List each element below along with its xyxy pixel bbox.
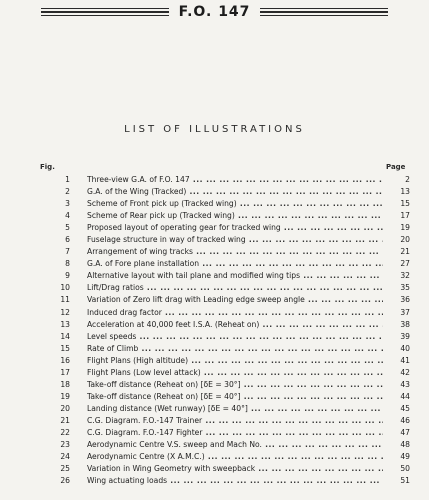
list-item xyxy=(0,475,429,487)
list-item xyxy=(0,367,429,379)
page-number: 27 xyxy=(400,259,410,269)
list-item xyxy=(0,282,429,294)
page-number: 45 xyxy=(400,403,410,413)
figure-title: Flight Plans (Low level attack) ... . xyxy=(87,367,383,379)
figure-number: 25 xyxy=(60,464,70,474)
header-title: F.O. 147 xyxy=(178,4,251,20)
list-item xyxy=(0,270,429,282)
list-item xyxy=(0,246,429,258)
page-number: 13 xyxy=(400,187,410,197)
page-number: 49 xyxy=(400,452,410,462)
list-item xyxy=(0,222,429,234)
figure-title: Aerodynamic Centre V.S. sweep and Mach No. ... . xyxy=(87,439,383,451)
list-item xyxy=(0,319,429,331)
figure-title: Landing distance (Wet runway) [δE = 40°] ... . xyxy=(87,403,383,415)
page-column-header: Page xyxy=(386,163,406,171)
page-number: 42 xyxy=(400,367,410,377)
list-item xyxy=(0,355,429,367)
header-rule-left xyxy=(41,8,169,17)
figure-number: 19 xyxy=(60,391,70,401)
page-number: 36 xyxy=(400,295,410,305)
figure-number: 23 xyxy=(60,440,70,450)
list-item xyxy=(0,174,429,186)
page-number: 19 xyxy=(400,223,410,233)
page-number: 38 xyxy=(400,319,410,329)
figure-number: 2 xyxy=(65,187,70,197)
figure-number: 20 xyxy=(60,403,70,413)
figure-title: Lift/Drag ratios ... . xyxy=(87,282,383,294)
list-item xyxy=(0,391,429,403)
page-number: 32 xyxy=(400,271,410,281)
figure-title: Level speeds ... . xyxy=(87,331,383,343)
figure-title: C.G. Diagram. F.O.-147 Fighter ... . xyxy=(87,427,383,439)
page-number: 41 xyxy=(400,355,410,365)
list-item xyxy=(0,403,429,415)
figure-number: 10 xyxy=(60,283,70,293)
list-item xyxy=(0,463,429,475)
figure-number: 26 xyxy=(60,476,70,486)
list-item xyxy=(0,258,429,270)
figure-title: Rate of Climb ... . xyxy=(87,343,383,355)
figure-title: Scheme of Rear pick up (Tracked wing) ... . xyxy=(87,210,383,222)
header-rule-right xyxy=(260,8,388,17)
list-item xyxy=(0,294,429,306)
figure-number: 13 xyxy=(60,319,70,329)
figure-title: Proposed layout of operating gear for tracked wing ... . xyxy=(87,222,383,234)
list-title: LIST OF ILLUSTRATIONS xyxy=(124,124,305,135)
list-item xyxy=(0,451,429,463)
figure-title: C.G. Diagram. F.O.-147 Trainer ... . xyxy=(87,415,383,427)
figure-number: 11 xyxy=(60,295,70,305)
page-number: 46 xyxy=(400,415,410,425)
figure-title: Wing actuating loads ... . xyxy=(87,475,383,487)
figure-number: 6 xyxy=(65,235,70,245)
figure-title: Arrangement of wing tracks ... . xyxy=(87,246,383,258)
figure-title: Flight Plans (High altitude) ... . xyxy=(87,355,383,367)
list-item xyxy=(0,379,429,391)
list-item xyxy=(0,186,429,198)
page-number: 44 xyxy=(400,391,410,401)
figure-number: 12 xyxy=(60,307,70,317)
illustrations-list xyxy=(0,174,429,487)
figure-number: 18 xyxy=(60,379,70,389)
figure-title: Fuselage structure in way of tracked wing ... . xyxy=(87,234,383,246)
figure-title: G.A. of the Wing (Tracked) ... . xyxy=(87,186,383,198)
list-item xyxy=(0,439,429,451)
figure-title: Acceleration at 40,000 feet I.S.A. (Reheat on) ... . xyxy=(87,319,383,331)
list-item xyxy=(0,343,429,355)
figure-number: 1 xyxy=(65,175,70,184)
list-item xyxy=(0,427,429,439)
page-number: 37 xyxy=(400,307,410,317)
fig-column-header: Fig. xyxy=(40,163,55,171)
figure-number: 14 xyxy=(60,331,70,341)
figure-number: 9 xyxy=(65,271,70,281)
figure-title: Induced drag factor ... . xyxy=(87,307,383,319)
list-item xyxy=(0,307,429,319)
page-header xyxy=(0,4,429,20)
page-number: 47 xyxy=(400,427,410,437)
list-item xyxy=(0,234,429,246)
figure-title: Aerodynamic Centre (X A.M.C.) ... . xyxy=(87,451,383,463)
page-number: 2 xyxy=(405,175,410,184)
figure-title: Take-off distance (Reheat on) [δE = 40°] ... . xyxy=(87,391,383,403)
figure-title: Scheme of Front pick up (Tracked wing) ... . xyxy=(87,198,383,210)
page-number: 43 xyxy=(400,379,410,389)
page-number: 20 xyxy=(400,235,410,245)
page-number: 17 xyxy=(400,211,410,221)
page-number: 21 xyxy=(400,247,410,257)
figure-number: 7 xyxy=(65,247,70,257)
figure-title: G.A. of Fore plane installation ... . xyxy=(87,258,383,270)
figure-number: 5 xyxy=(65,223,70,233)
figure-title: Three-view G.A. of F.O. 147 ... . xyxy=(87,174,383,186)
figure-title: Alternative layout with tail plane and modified wing tips ... . xyxy=(87,270,383,282)
page-number: 35 xyxy=(400,283,410,293)
figure-number: 15 xyxy=(60,343,70,353)
page-number: 51 xyxy=(400,476,410,486)
page-number: 15 xyxy=(400,199,410,209)
page-number: 50 xyxy=(400,464,410,474)
page-number: 48 xyxy=(400,440,410,450)
page-number: 40 xyxy=(400,343,410,353)
figure-number: 22 xyxy=(60,427,70,437)
list-item xyxy=(0,198,429,210)
figure-title: Variation in Wing Geometry with sweepback ... . xyxy=(87,463,383,475)
figure-number: 4 xyxy=(65,211,70,221)
figure-number: 24 xyxy=(60,452,70,462)
figure-title: Take-off distance (Reheat on) [δE = 30°] ... . xyxy=(87,379,383,391)
figure-number: 3 xyxy=(65,199,70,209)
figure-number: 17 xyxy=(60,367,70,377)
page-number: 39 xyxy=(400,331,410,341)
list-item xyxy=(0,415,429,427)
figure-number: 8 xyxy=(65,259,70,269)
figure-number: 21 xyxy=(60,415,70,425)
list-item xyxy=(0,331,429,343)
figure-number: 16 xyxy=(60,355,70,365)
list-item xyxy=(0,210,429,222)
figure-title: Variation of Zero lift drag with Leading edge sweep angle ... . xyxy=(87,294,383,306)
